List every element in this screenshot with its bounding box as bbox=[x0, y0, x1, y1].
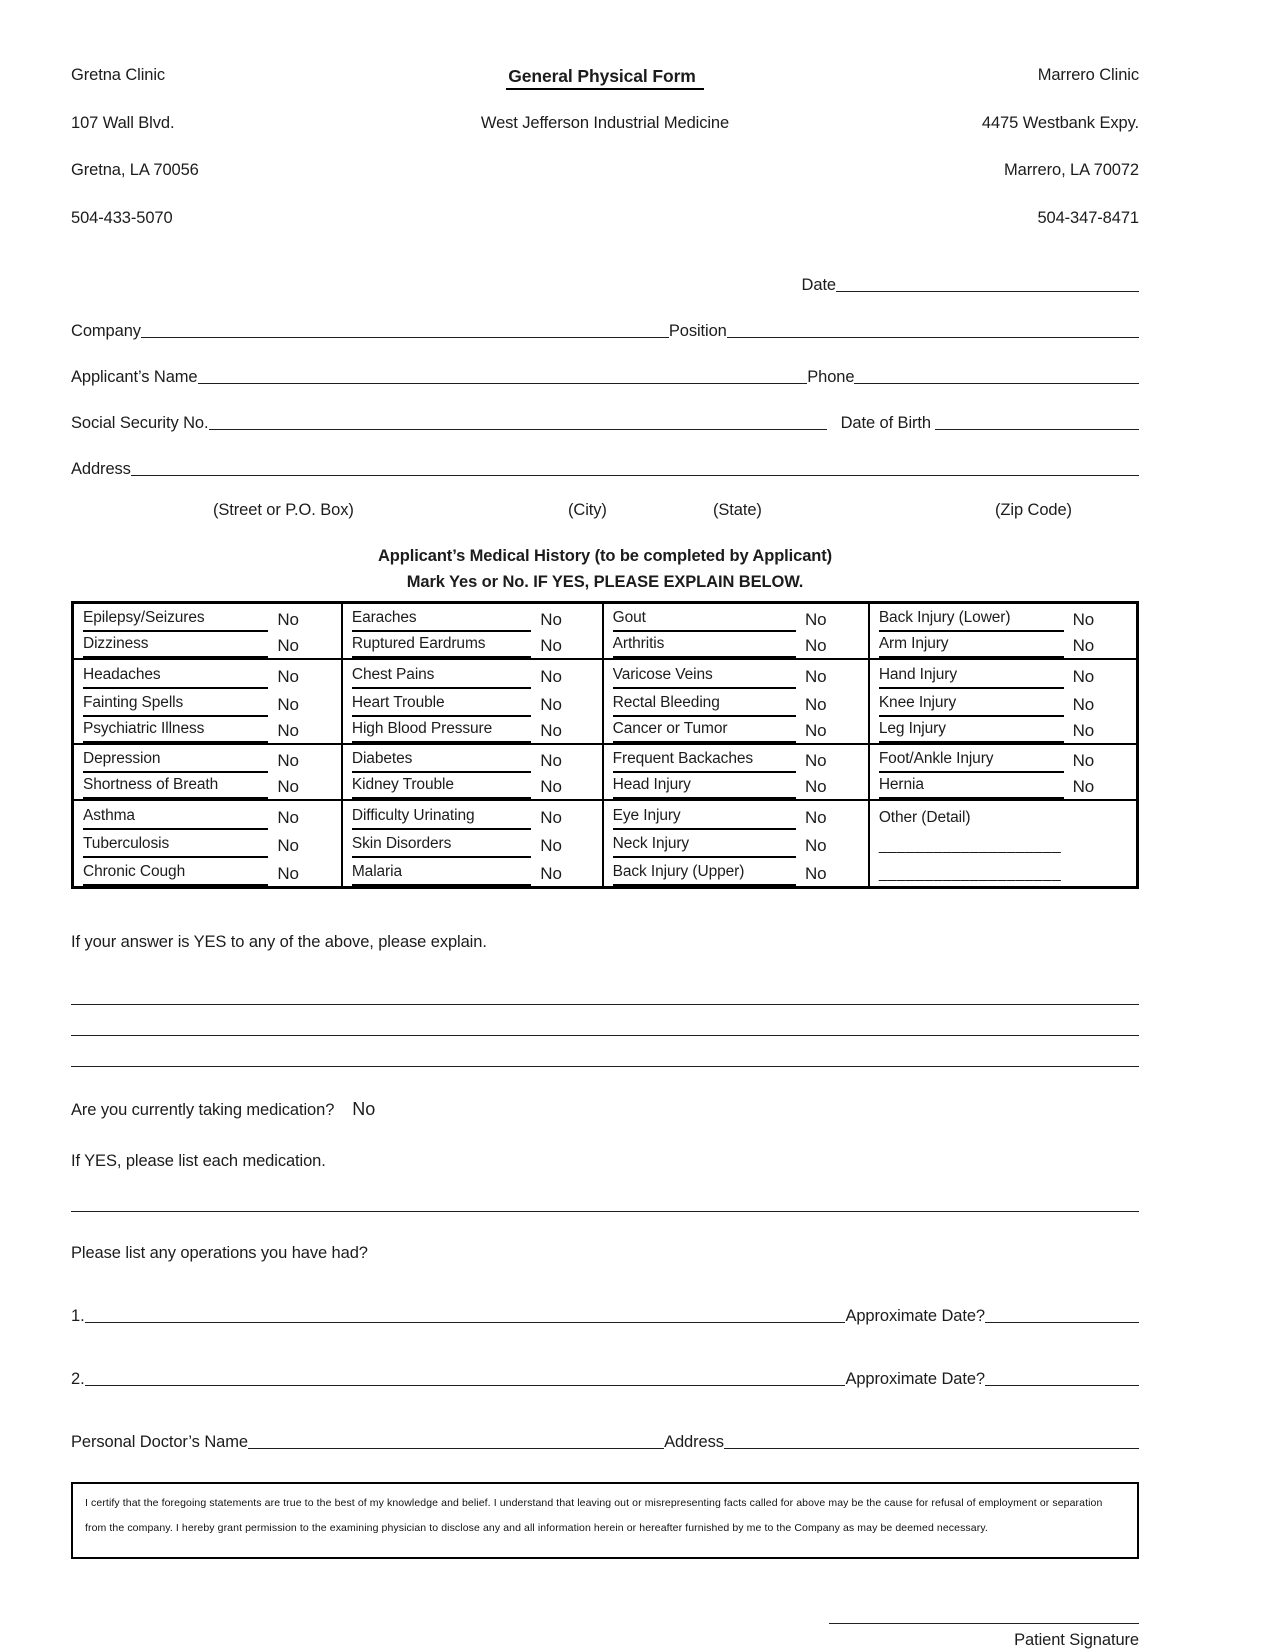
history-item-answer: No bbox=[1072, 610, 1095, 630]
history-item bbox=[870, 858, 1136, 886]
history-item-label: Psychiatric Illness bbox=[83, 716, 268, 743]
dob-label: Date of Birth bbox=[840, 414, 931, 432]
history-column-1 bbox=[74, 604, 343, 886]
history-item-answer: No bbox=[277, 610, 299, 630]
history-item-answer: No bbox=[540, 720, 562, 740]
history-item-label: Heart Trouble bbox=[352, 690, 531, 717]
history-item-answer: No bbox=[277, 694, 299, 714]
phone-fill-line bbox=[854, 383, 1139, 384]
clinic-header bbox=[71, 66, 1139, 256]
left-clinic-name: Gretna Clinic bbox=[71, 66, 166, 84]
history-item bbox=[74, 773, 341, 801]
history-item bbox=[343, 660, 602, 688]
history-item-label: Tuberculosis bbox=[83, 831, 268, 858]
history-item bbox=[343, 689, 602, 717]
left-clinic-address: 107 Wall Blvd. bbox=[71, 113, 175, 132]
history-column-2 bbox=[343, 604, 604, 886]
history-item-label: Earaches bbox=[352, 605, 531, 632]
street-hint: (Street or P.O. Box) bbox=[213, 501, 354, 519]
state-hint: (State) bbox=[713, 501, 762, 519]
history-item bbox=[74, 689, 341, 717]
history-item bbox=[604, 745, 868, 773]
history-item bbox=[870, 604, 1136, 632]
history-item-answer: No bbox=[540, 666, 562, 686]
operation-2-fill-line bbox=[85, 1385, 846, 1386]
right-clinic-city: Marrero, LA 70072 bbox=[1004, 161, 1139, 179]
history-item-label: Varicose Veins bbox=[613, 662, 796, 689]
history-item-answer: No bbox=[804, 807, 827, 827]
history-item bbox=[343, 858, 602, 886]
explain-fill-line-1 bbox=[71, 1004, 1139, 1005]
history-item-label: Neck Injury bbox=[613, 831, 796, 858]
history-item-label: Hand Injury bbox=[879, 662, 1064, 689]
history-item bbox=[74, 801, 341, 829]
operation-2-date-label: Approximate Date? bbox=[845, 1369, 985, 1388]
medication-list-prompt: If YES, please list each medication. bbox=[71, 1151, 326, 1170]
history-item bbox=[74, 604, 341, 632]
medical-history-title: Applicant’s Medical History (to be completed by Applicant) bbox=[377, 547, 833, 565]
right-clinic-address: 4475 Westbank Expy. bbox=[981, 113, 1139, 132]
history-item bbox=[870, 773, 1136, 801]
history-item bbox=[870, 632, 1136, 660]
history-item bbox=[604, 830, 868, 858]
explain-fill-line-3 bbox=[71, 1066, 1139, 1067]
operation-1-row bbox=[71, 1307, 1139, 1326]
history-item-label: Arm Injury bbox=[879, 631, 1064, 658]
organization-name: West Jefferson Industrial Medicine bbox=[480, 113, 730, 132]
history-item-answer: No bbox=[804, 694, 827, 714]
name-phone-row bbox=[71, 368, 1139, 387]
history-item-label: Fainting Spells bbox=[83, 690, 268, 717]
history-item-answer: No bbox=[804, 777, 827, 797]
applicant-name-fill-line bbox=[198, 383, 808, 384]
history-item-answer: No bbox=[1072, 777, 1095, 797]
certification-box bbox=[71, 1482, 1139, 1559]
applicant-name-label: Applicant’s Name bbox=[71, 368, 198, 386]
history-item bbox=[343, 801, 602, 829]
history-item-label: Other (Detail) bbox=[878, 808, 971, 826]
zip-hint: (Zip Code) bbox=[995, 501, 1072, 519]
address-row bbox=[71, 460, 1139, 479]
history-item-answer: No bbox=[1072, 751, 1095, 771]
certification-text: I certify that the foregoing statements are true to the best of my knowledge and belief. I understand that leaving out or misrepresenting facts called for above may be the cause for refusal of employment or separation from the company. I hereby grant permission to the examining physician to disclose any and all information herein or hereafter furnished by me to the Company as may be deemed necessary. bbox=[85, 1496, 1103, 1534]
history-item-answer: No bbox=[277, 636, 299, 656]
history-item-label: Head Injury bbox=[613, 772, 796, 799]
history-item-answer: No bbox=[540, 751, 562, 771]
history-item-label: Difficulty Urinating bbox=[352, 803, 531, 830]
history-item-label: Chest Pains bbox=[352, 662, 531, 689]
history-item-answer: No bbox=[277, 666, 299, 686]
history-item bbox=[74, 660, 341, 688]
right-clinic-name: Marrero Clinic bbox=[1037, 66, 1139, 84]
medical-history-instruction: Mark Yes or No. IF YES, PLEASE EXPLAIN BELOW. bbox=[406, 573, 804, 591]
history-item bbox=[604, 773, 868, 801]
address-fill-line bbox=[131, 475, 1139, 476]
medication-answer: No bbox=[352, 1098, 376, 1119]
medical-history-table bbox=[71, 601, 1139, 889]
operation-1-number: 1. bbox=[71, 1306, 85, 1325]
history-item-answer: No bbox=[540, 694, 562, 714]
company-fill-line bbox=[141, 337, 669, 338]
doctor-name-fill-line bbox=[248, 1448, 664, 1449]
history-item-answer: No bbox=[277, 863, 299, 883]
explain-prompt: If your answer is YES to any of the above, please explain. bbox=[71, 932, 487, 951]
history-item-label: Arthritis bbox=[613, 631, 796, 658]
history-item-answer: No bbox=[1072, 666, 1095, 686]
phone-label: Phone bbox=[807, 368, 855, 386]
medication-question: Are you currently taking medication? bbox=[71, 1100, 335, 1119]
history-column-4 bbox=[870, 604, 1136, 886]
operation-2-row bbox=[71, 1370, 1139, 1389]
history-item-label: Headaches bbox=[83, 662, 268, 689]
history-item-label: Skin Disorders bbox=[352, 831, 531, 858]
history-item bbox=[74, 830, 341, 858]
history-item-answer: No bbox=[804, 666, 827, 686]
history-column-3 bbox=[604, 604, 870, 886]
history-item-answer: No bbox=[540, 807, 562, 827]
right-clinic-block bbox=[729, 66, 1139, 256]
history-item-answer: No bbox=[804, 751, 827, 771]
doctor-row bbox=[71, 1433, 1139, 1452]
history-item-answer: No bbox=[540, 863, 562, 883]
history-item bbox=[604, 858, 868, 886]
history-item bbox=[870, 745, 1136, 773]
history-item-label: Hernia bbox=[879, 772, 1064, 799]
history-item-label: Cancer or Tumor bbox=[613, 716, 796, 743]
history-item-answer: No bbox=[277, 751, 299, 771]
history-item-label: Depression bbox=[83, 746, 268, 773]
operation-1-date-label: Approximate Date? bbox=[845, 1306, 985, 1325]
signature-fill-line bbox=[829, 1623, 1139, 1624]
operation-1-date-fill-line bbox=[985, 1322, 1139, 1323]
history-item-answer: No bbox=[1072, 720, 1095, 740]
history-item bbox=[343, 745, 602, 773]
dob-fill-line bbox=[935, 429, 1139, 430]
ssn-label: Social Security No. bbox=[71, 414, 209, 432]
history-item bbox=[74, 632, 341, 660]
history-item-label: Eye Injury bbox=[613, 803, 796, 830]
history-item bbox=[343, 773, 602, 801]
operation-2-number: 2. bbox=[71, 1369, 85, 1388]
history-item-answer: No bbox=[540, 777, 562, 797]
history-item-label: Epilepsy/Seizures bbox=[83, 605, 268, 632]
date-label: Date bbox=[801, 276, 836, 294]
right-clinic-phone: 504-347-8471 bbox=[1037, 208, 1139, 227]
history-item-answer: No bbox=[1072, 694, 1095, 714]
date-fill-line bbox=[836, 291, 1139, 292]
operation-2-date-fill-line bbox=[985, 1385, 1139, 1386]
history-item bbox=[604, 604, 868, 632]
history-item bbox=[343, 830, 602, 858]
medication-question-row bbox=[71, 1099, 1139, 1120]
address-hints-row bbox=[71, 501, 1139, 523]
doctor-address-fill-line bbox=[724, 1448, 1139, 1449]
history-item-answer: No bbox=[540, 835, 562, 855]
history-item-label: Gout bbox=[613, 605, 796, 632]
history-item bbox=[870, 830, 1136, 858]
page-title: General Physical Form bbox=[481, 66, 729, 114]
history-item-label: Diabetes bbox=[352, 746, 531, 773]
history-blank-line: ____________________ bbox=[878, 836, 1062, 854]
history-item bbox=[343, 717, 602, 745]
history-item-label: Chronic Cough bbox=[83, 859, 268, 886]
ssn-fill-line bbox=[209, 429, 827, 430]
history-item-answer: No bbox=[540, 636, 562, 656]
history-item-label: Frequent Backaches bbox=[613, 746, 796, 773]
history-item-answer: No bbox=[540, 610, 562, 630]
date-field-row bbox=[71, 276, 1139, 295]
doctor-address-label: Address bbox=[664, 1432, 724, 1451]
history-item bbox=[74, 858, 341, 886]
history-item-label: High Blood Pressure bbox=[352, 716, 531, 743]
history-item-answer: No bbox=[804, 835, 827, 855]
history-item bbox=[870, 717, 1136, 745]
center-header-block bbox=[481, 66, 729, 256]
history-item-label: Rectal Bleeding bbox=[613, 690, 796, 717]
history-item-answer: No bbox=[804, 636, 827, 656]
history-item bbox=[870, 660, 1136, 688]
history-item-label: Shortness of Breath bbox=[83, 772, 268, 799]
doctor-name-label: Personal Doctor’s Name bbox=[71, 1432, 248, 1451]
history-item-answer: No bbox=[277, 807, 299, 827]
explain-fill-line-2 bbox=[71, 1035, 1139, 1036]
history-item bbox=[604, 801, 868, 829]
history-item bbox=[343, 604, 602, 632]
operation-1-fill-line bbox=[85, 1322, 846, 1323]
history-item-label: Foot/Ankle Injury bbox=[879, 746, 1064, 773]
city-hint: (City) bbox=[568, 501, 607, 519]
history-item bbox=[74, 717, 341, 745]
history-item bbox=[870, 801, 1136, 829]
history-item-label: Asthma bbox=[83, 803, 268, 830]
left-clinic-block bbox=[71, 66, 481, 256]
history-item-answer: No bbox=[804, 863, 827, 883]
history-item-answer: No bbox=[804, 720, 827, 740]
history-item bbox=[870, 689, 1136, 717]
position-fill-line bbox=[727, 337, 1139, 338]
history-item-label: Malaria bbox=[352, 859, 531, 886]
left-clinic-phone: 504-433-5070 bbox=[71, 208, 173, 227]
ssn-dob-row bbox=[71, 414, 1139, 433]
history-item-answer: No bbox=[804, 610, 827, 630]
history-item-label: Back Injury (Upper) bbox=[613, 859, 796, 886]
history-item bbox=[74, 745, 341, 773]
position-label: Position bbox=[668, 322, 727, 340]
history-item bbox=[604, 717, 868, 745]
history-item-label: Ruptured Eardrums bbox=[352, 631, 531, 658]
history-item bbox=[604, 689, 868, 717]
history-item bbox=[343, 632, 602, 660]
history-item-answer: No bbox=[1072, 636, 1095, 656]
address-label: Address bbox=[71, 460, 131, 478]
left-clinic-city: Gretna, LA 70056 bbox=[71, 161, 199, 179]
history-item-label: Back Injury (Lower) bbox=[879, 605, 1064, 632]
patient-signature-label: Patient Signature bbox=[1014, 1630, 1139, 1649]
history-item-answer: No bbox=[277, 835, 299, 855]
history-item-answer: No bbox=[277, 777, 299, 797]
history-item-answer: No bbox=[277, 720, 299, 740]
company-label: Company bbox=[71, 322, 141, 340]
history-item bbox=[604, 660, 868, 688]
company-position-row bbox=[71, 322, 1139, 341]
medication-fill-line bbox=[71, 1211, 1139, 1212]
history-item-label: Kidney Trouble bbox=[352, 772, 531, 799]
signature-block bbox=[71, 1623, 1139, 1650]
history-item-label: Knee Injury bbox=[879, 690, 1064, 717]
operations-prompt: Please list any operations you have had? bbox=[71, 1243, 368, 1262]
history-item-label: Dizziness bbox=[83, 631, 268, 658]
history-item bbox=[604, 632, 868, 660]
history-blank-line: ____________________ bbox=[878, 864, 1062, 882]
history-item-label: Leg Injury bbox=[879, 716, 1064, 743]
